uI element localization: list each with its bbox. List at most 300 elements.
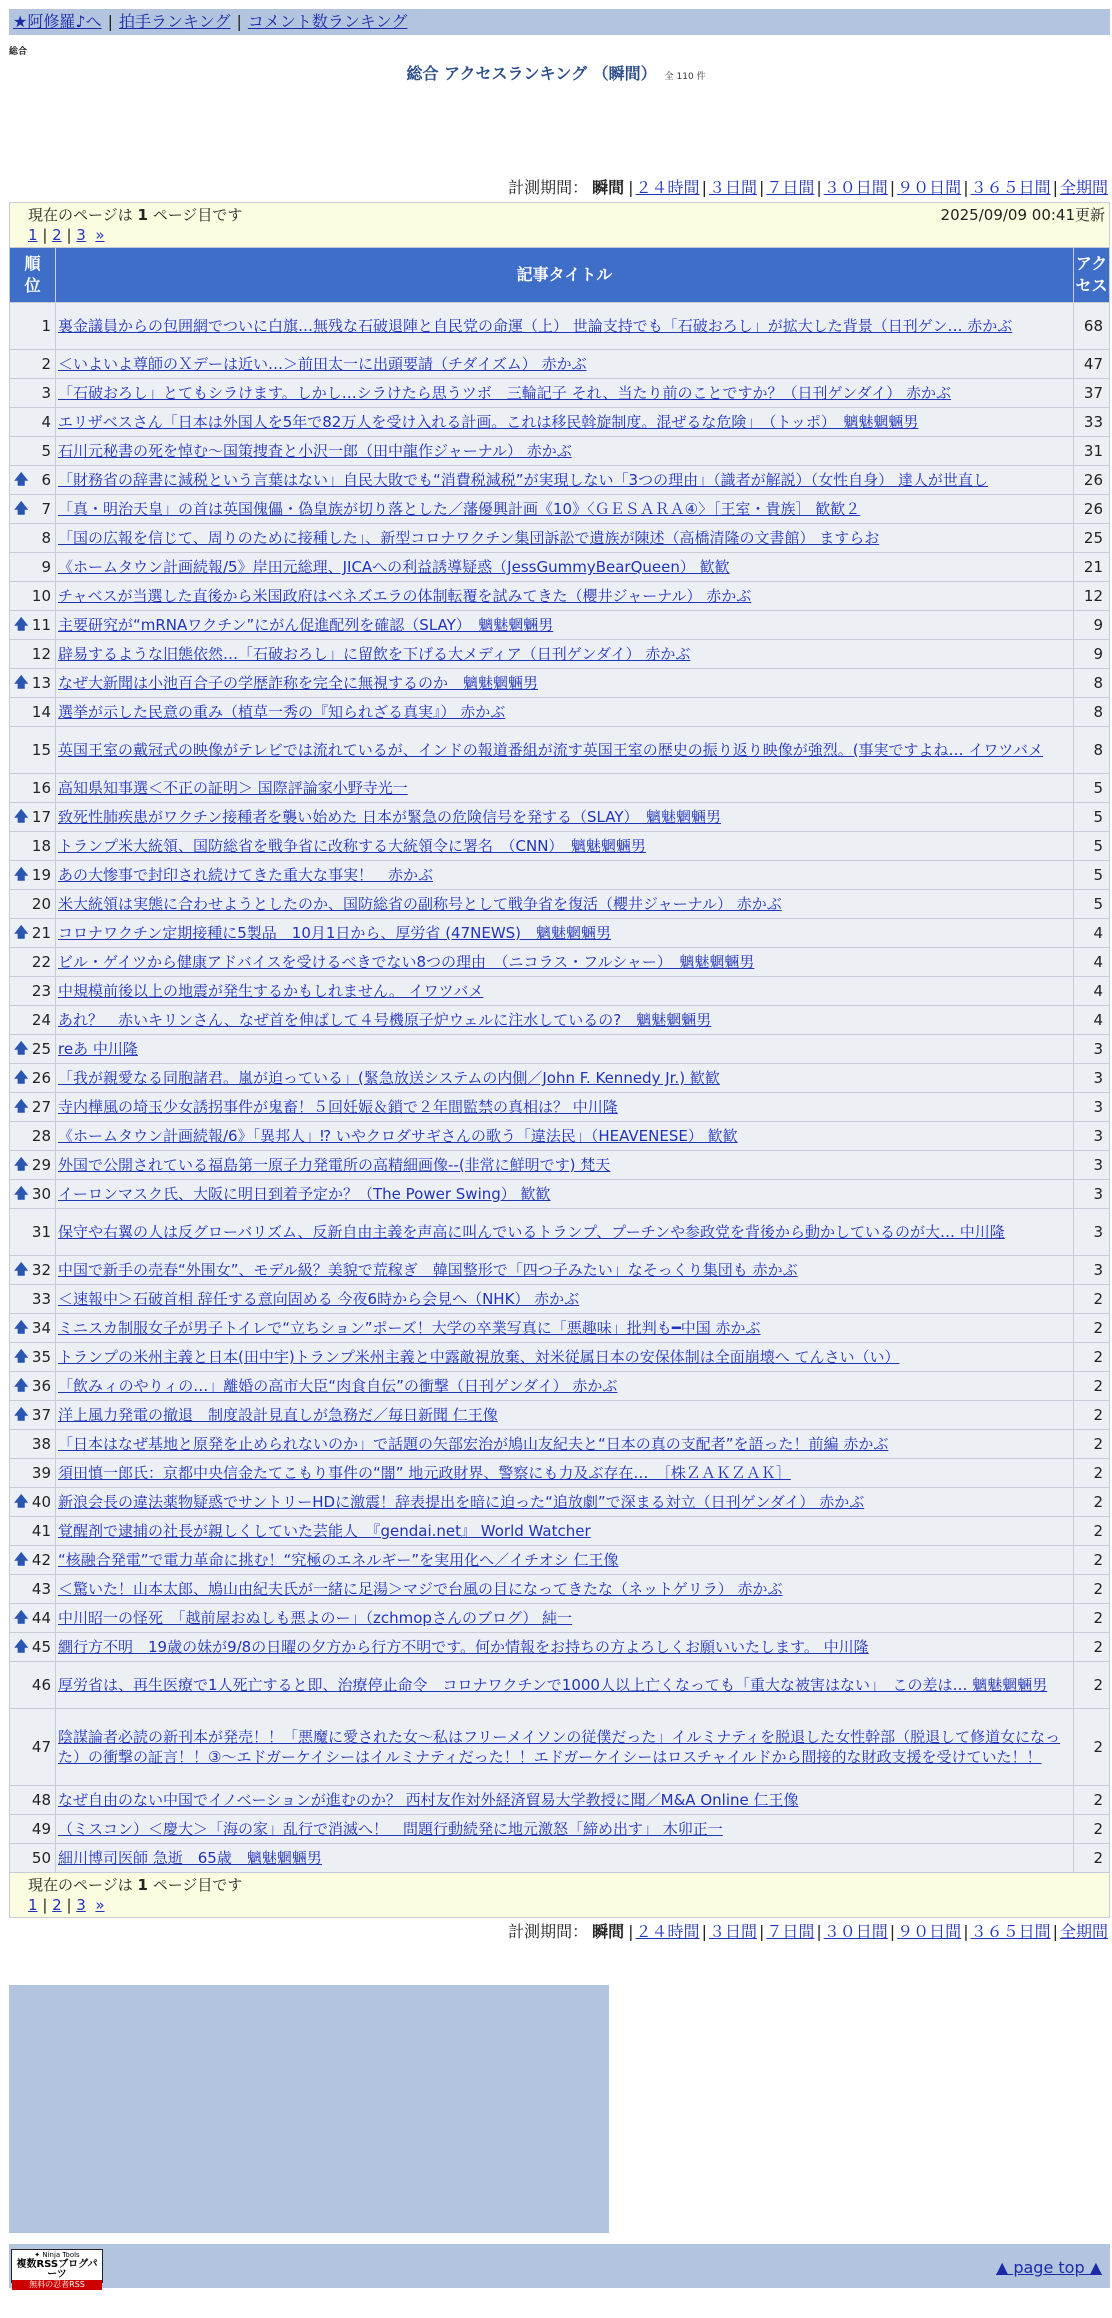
rank-cell: [10, 1209, 56, 1256]
access-count: 26: [1073, 466, 1109, 495]
table-row: [10, 1064, 1110, 1093]
period-link-24h[interactable]: ２４時間: [635, 178, 700, 197]
rank-number: 18: [31, 837, 51, 855]
page-info-text: 現在のページは 1 ページ目です: [28, 206, 243, 224]
rank-up-arrow-icon: 🡅: [14, 1157, 29, 1173]
pager-page-1[interactable]: 1: [28, 1896, 38, 1914]
rank-up-arrow-icon: 🡅: [14, 1349, 29, 1365]
rank-cell: [10, 1517, 56, 1546]
table-row: [10, 1662, 1110, 1709]
title-cell: [56, 553, 1074, 582]
article-link[interactable]: ＜驚いた！山本太郎、鳩山由紀夫氏が一緒に足湯＞マジで台風の目になってきたな（ネットゲリラ） 赤かぶ: [58, 1580, 783, 1598]
access-count: 4: [1073, 919, 1109, 948]
article-link[interactable]: トランプ米大統領、国防総省を戦争省に改称する大統領令に署名 （CNN） 魑魅魍魎男: [58, 837, 646, 855]
article-link[interactable]: 中川昭一の怪死 「越前屋おぬしも悪よのー」（zchmopさんのブログ） 純一: [58, 1609, 573, 1627]
table-row: [10, 1709, 1110, 1786]
title-cell: [56, 948, 1074, 977]
rank-number: 42: [31, 1551, 51, 1569]
title-cell: [56, 803, 1074, 832]
rank-cell: [10, 553, 56, 582]
rank-cell: [10, 524, 56, 553]
article-link[interactable]: 高知県知事選＜不正の証明＞ 国際評論家小野寺光一: [58, 779, 408, 797]
rank-cell: [10, 1064, 56, 1093]
article-link[interactable]: 中国で新手の売春“外围女”、モデル級？美貌で荒稼ぎ 韓国整形で「四つ子みたい」なそっくり集団も 赤かぶ: [58, 1261, 798, 1279]
rank-number: 41: [31, 1522, 51, 1540]
access-count: 4: [1073, 948, 1109, 977]
table-row: [10, 774, 1110, 803]
table-row: [10, 1343, 1110, 1372]
rank-number: 9: [41, 558, 51, 576]
access-count: 2: [1073, 1844, 1109, 1873]
rank-number: 43: [31, 1580, 51, 1598]
rank-number: 1: [41, 317, 51, 335]
article-link[interactable]: 外国で公開されている福島第一原子力発電所の高精細画像--(非常に鮮明です) 梵天: [58, 1156, 611, 1174]
table-row: [10, 1546, 1110, 1575]
rank-cell: [10, 1093, 56, 1122]
rank-cell: [10, 640, 56, 669]
table-row: [10, 466, 1110, 495]
rank-number: 8: [41, 529, 51, 547]
table-row: [10, 1459, 1110, 1488]
rank-number: 19: [31, 866, 51, 884]
article-link[interactable]: ビル・ゲイツから健康アドバイスを受けるべきでない8つの理由 （ニコラス・フルシャー） 魑魅魍魎男: [58, 953, 755, 971]
title-cell: [56, 1256, 1074, 1285]
rank-cell: [10, 919, 56, 948]
rank-number: 15: [31, 741, 51, 759]
rank-number: 33: [31, 1290, 51, 1308]
pager-page-2[interactable]: 2: [52, 1896, 62, 1914]
rank-cell: [10, 1180, 56, 1209]
access-count: 31: [1073, 437, 1109, 466]
access-count: 3: [1073, 1151, 1109, 1180]
rank-number: 21: [31, 924, 51, 942]
access-count: 3: [1073, 1122, 1109, 1151]
article-link[interactable]: 須田慎一郎氏：京都中央信金たてこもり事件の“闇” 地元政財界、警察にも力及ぶ存在… ［株ＺＡＫＺＡＫ］: [58, 1464, 791, 1482]
rank-number: 10: [31, 587, 51, 605]
article-link[interactable]: チャベスが当選した直後から米国政府はベネズエラの体制転覆を試みてきた（櫻井ジャーナル） 赤かぶ: [58, 587, 752, 605]
access-count: 8: [1073, 698, 1109, 727]
pager-next[interactable]: »: [95, 1896, 105, 1914]
access-count: 2: [1073, 1786, 1109, 1815]
table-row: [10, 1488, 1110, 1517]
rank-cell: [10, 1430, 56, 1459]
title-cell: [56, 774, 1074, 803]
period-label: 計測期間：: [508, 1922, 589, 1941]
footer: [9, 2244, 1110, 2288]
title-cell: [56, 1662, 1074, 1709]
article-link[interactable]: 中規模前後以上の地震が発生するかもしれません。 イワツバメ: [58, 982, 484, 1000]
access-count: 2: [1073, 1285, 1109, 1314]
rank-cell: [10, 1256, 56, 1285]
period-link-3d[interactable]: ３日間: [708, 1922, 757, 1941]
access-count: 3: [1073, 1180, 1109, 1209]
rank-cell: [10, 948, 56, 977]
table-row: [10, 611, 1110, 640]
rank-up-arrow-icon: 🡅: [14, 1610, 29, 1626]
period-label: 計測期間：: [508, 178, 589, 197]
rank-up-arrow-icon: 🡅: [14, 1041, 29, 1057]
rank-cell: [10, 466, 56, 495]
period-link-30d[interactable]: ３０日間: [823, 178, 888, 197]
rank-cell: [10, 1151, 56, 1180]
title-cell: [56, 698, 1074, 727]
article-link[interactable]: 「財務省の辞書に減税という言葉はない」自民大敗でも“消費税減税”が実現しない「3つの理由」（識者が解説）（女性自身） 達人が世直し: [58, 471, 988, 489]
article-link[interactable]: イーロンマスク氏、大阪に明日到着予定か？（The Power Swing） 歓歓: [58, 1185, 551, 1203]
pager-page-2[interactable]: 2: [52, 226, 62, 244]
rank-up-arrow-icon: 🡅: [14, 1099, 29, 1115]
table-row: [10, 524, 1110, 553]
title-cell: [56, 1209, 1074, 1256]
rank-cell: [10, 1035, 56, 1064]
top-nav: [9, 9, 1110, 35]
access-count: 2: [1073, 1430, 1109, 1459]
table-row: [10, 919, 1110, 948]
title-cell: [56, 1488, 1074, 1517]
rank-up-arrow-icon: 🡅: [14, 1378, 29, 1394]
rank-number: 35: [31, 1348, 51, 1366]
rank-cell: [10, 1372, 56, 1401]
title-cell: [56, 1093, 1074, 1122]
col-count-header: アクセス: [1073, 248, 1109, 303]
rank-number: 6: [41, 471, 51, 489]
access-count: 5: [1073, 890, 1109, 919]
table-row: [10, 408, 1110, 437]
article-link[interactable]: 裏金議員からの包囲網でついに白旗…無残な石破退陣と自民党の命運（上） 世論支持でも「石破おろし」が拡大した背景（日刊ゲン… 赤かぶ: [58, 317, 1013, 335]
access-count: 2: [1073, 1488, 1109, 1517]
article-link[interactable]: 選挙が示した民意の重み（植草一秀の『知られざる真実』） 赤かぶ: [58, 703, 506, 721]
article-link[interactable]: 英国王室の戴冠式の映像がテレビでは流れているが、インドの報道番組が流す英国王室の歴史の振り返り映像が強烈。(事実ですよね… イワツバメ: [58, 741, 1044, 759]
pager-next[interactable]: »: [95, 226, 105, 244]
rank-cell: [10, 727, 56, 774]
rank-number: 20: [31, 895, 51, 913]
rank-number: 25: [31, 1040, 51, 1058]
rank-number: 4: [41, 413, 51, 431]
table-row: [10, 1815, 1110, 1844]
col-title-header: 記事タイトル: [56, 248, 1074, 303]
period-link-24h[interactable]: ２４時間: [635, 1922, 700, 1941]
table-row: [10, 890, 1110, 919]
title-cell: [56, 1430, 1074, 1459]
rank-number: 46: [31, 1676, 51, 1694]
article-link[interactable]: 新浪会長の違法薬物疑惑でサントリーHDに激震！辞表提出を暗に迫った“追放劇”で深まる対立（日刊ゲンダイ） 赤かぶ: [58, 1493, 865, 1511]
rank-cell: [10, 1122, 56, 1151]
access-count: 2: [1073, 1343, 1109, 1372]
access-count: 21: [1073, 553, 1109, 582]
rank-up-arrow-icon: 🡅: [14, 1262, 29, 1278]
access-count: 5: [1073, 832, 1109, 861]
table-row: [10, 1401, 1110, 1430]
pager-page-1[interactable]: 1: [28, 226, 38, 244]
rank-number: 11: [31, 616, 51, 634]
rank-up-arrow-icon: 🡅: [14, 675, 29, 691]
article-link[interactable]: 陰謀論者必読の新刊本が発売！！「悪魔に愛された女～私はフリーメイソンの従僕だった」イルミナティを脱退した女性幹部（脱退して修道女になった）の衝撃の証言！！③～エドガーケイシーはイルミナティだった！！エドガーケイシーはロスチャイルドから間接的な財政支援を受けていた！！: [58, 1728, 1061, 1766]
article-link[interactable]: ミニスカ制服女子が男子トイレで“立ちション”ポーズ！大学の卒業写真に「悪趣味」批判も━中国 赤かぶ: [58, 1319, 761, 1337]
title-cell: [56, 727, 1074, 774]
rank-number: 34: [31, 1319, 51, 1337]
title-cell: [56, 1459, 1074, 1488]
rank-number: 38: [31, 1435, 51, 1453]
rank-number: 49: [31, 1820, 51, 1838]
title-cell: [56, 1285, 1074, 1314]
updated-timestamp: 2025/09/09 00:41更新: [940, 206, 1105, 224]
rank-cell: [10, 861, 56, 890]
table-row: [10, 437, 1110, 466]
page-info-row-bottom: [10, 1873, 1110, 1918]
title-cell: [56, 611, 1074, 640]
pager-top: 1 | 2 | 3 »: [28, 226, 105, 244]
rank-cell: [10, 379, 56, 408]
title-cell: [56, 408, 1074, 437]
table-row: [10, 1604, 1110, 1633]
access-count: 8: [1073, 727, 1109, 774]
rank-cell: [10, 1633, 56, 1662]
rank-number: 48: [31, 1791, 51, 1809]
rank-number: 12: [31, 645, 51, 663]
ranking-table: [9, 202, 1110, 1918]
article-link[interactable]: 致死性肺疾患がワクチン接種者を襲い始めた 日本が緊急の危険信号を発する（SLAY） 魑魅魍魎男: [58, 808, 722, 826]
article-link[interactable]: 洋上風力発電の撤退 制度設計見直しが急務だ／毎日新聞 仁王像: [58, 1406, 498, 1424]
title-cell: [56, 1844, 1074, 1873]
access-count: 2: [1073, 1517, 1109, 1546]
rank-cell: [10, 803, 56, 832]
article-link[interactable]: 覚醒剤で逮捕の社長が親しくしていた芸能人 『gendai.net』 World Watcher: [58, 1522, 591, 1540]
table-row: [10, 727, 1110, 774]
rank-number: 3: [41, 384, 51, 402]
table-row: [10, 495, 1110, 524]
access-count: 2: [1073, 1401, 1109, 1430]
rank-up-arrow-icon: 🡅: [14, 1186, 29, 1202]
access-count: 2: [1073, 1546, 1109, 1575]
access-count: 47: [1073, 350, 1109, 379]
article-link[interactable]: ＜いよいよ尊師のＸデーは近い…＞前田太一に出頭要請（チダイズム） 赤かぶ: [58, 355, 587, 373]
title-cell: [56, 437, 1074, 466]
rank-number: 50: [31, 1849, 51, 1867]
total-count: 全 110 件: [664, 72, 706, 82]
table-row: [10, 698, 1110, 727]
period-link-all[interactable]: 全期間: [1059, 1922, 1108, 1941]
table-row: [10, 1633, 1110, 1662]
access-count: 25: [1073, 524, 1109, 553]
rank-cell: [10, 1662, 56, 1709]
table-row: [10, 303, 1110, 350]
table-row: [10, 1372, 1110, 1401]
title-cell: [56, 640, 1074, 669]
article-link[interactable]: 保守や右翼の人は反グローバリズム、反新自由主義を声高に叫んでいるトランプ、プーチンや参政党を背後から動かしているのが大… 中川隆: [58, 1223, 1005, 1241]
article-link[interactable]: reあ 中川隆: [58, 1040, 138, 1058]
article-link[interactable]: 米大統領は実態に合わせようとしたのか、国防総省の副称号として戦争省を復活（櫻井ジャーナル） 赤かぶ: [58, 895, 782, 913]
page-info-row: [10, 203, 1110, 248]
period-current: 瞬間: [592, 1922, 625, 1941]
page-info-text: 現在のページは 1 ページ目です: [28, 1876, 243, 1894]
article-link[interactable]: “核融合発電”で電力革命に挑む！“究極のエネルギー”を実用化へ／イチオシ 仁王像: [58, 1551, 619, 1569]
title-cell: [56, 582, 1074, 611]
title-cell: [56, 466, 1074, 495]
access-count: 5: [1073, 861, 1109, 890]
article-link[interactable]: トランプの米州主義と日本(田中宇)トランプ米州主義と中露敵視放棄、対米従属日本の安保体制は全面崩壊へ てんさい（い）: [58, 1348, 900, 1366]
period-link-365d[interactable]: ３６５日間: [970, 178, 1051, 197]
rank-cell: [10, 1488, 56, 1517]
table-row: [10, 582, 1110, 611]
article-link[interactable]: なぜ自由のない中国でイノベーションが進むのか？ 西村友作対外経済貿易大学教授に聞／M&A Online 仁王像: [58, 1791, 799, 1809]
access-count: 4: [1073, 977, 1109, 1006]
rank-up-arrow-icon: 🡅: [14, 501, 29, 517]
access-count: 2: [1073, 1662, 1109, 1709]
rank-cell: [10, 495, 56, 524]
nav-comment-ranking-link[interactable]: コメント数ランキング: [247, 12, 408, 31]
title-cell: [56, 1401, 1074, 1430]
access-count: 2: [1073, 1604, 1109, 1633]
title-cell: [56, 669, 1074, 698]
rank-up-arrow-icon: 🡅: [14, 617, 29, 633]
title-cell: [56, 1517, 1074, 1546]
article-link[interactable]: 「国の広報を信じて、周りのために接種した」、新型コロナワクチン集団訴訟で遺族が陳述（高橋清隆の文書館） ますらお: [58, 529, 880, 547]
rank-number: 23: [31, 982, 51, 1000]
rank-number: 31: [31, 1223, 51, 1241]
rank-cell: [10, 832, 56, 861]
table-row: [10, 1122, 1110, 1151]
pager-page-3[interactable]: 3: [76, 226, 86, 244]
pager-page-3[interactable]: 3: [76, 1896, 86, 1914]
article-link[interactable]: あれ？ 赤いキリンさん、なぜ首を伸ばして４号機原子炉ウェルに注水しているの? 魑魅魍魎男: [58, 1011, 712, 1029]
title-cell: [56, 1180, 1074, 1209]
rank-number: 2: [41, 355, 51, 373]
article-link[interactable]: 「我が親愛なる同胞諸君。嵐が迫っている」(緊急放送システムの内側／John F. Kennedy Jr.) 歓歓: [58, 1069, 720, 1087]
ad-area: [9, 1985, 609, 2233]
period-link-90d[interactable]: ９０日間: [897, 178, 962, 197]
period-link-all[interactable]: 全期間: [1059, 178, 1108, 197]
table-row: [10, 350, 1110, 379]
col-rank-header: 順位: [10, 248, 56, 303]
title-cell: [56, 303, 1074, 350]
rank-cell: [10, 582, 56, 611]
article-link[interactable]: 「飲みィのやりィの…」離婚の高市大臣“肉食自伝”の衝撃（日刊ゲンダイ） 赤かぶ: [58, 1377, 618, 1395]
article-link[interactable]: 寺内樺風の埼玉少女誘拐事件が鬼畜！５回妊娠＆鎖で２年間監禁の真相は？ 中川隆: [58, 1098, 618, 1116]
nav-clap-ranking-link[interactable]: 拍手ランキング: [118, 12, 231, 31]
rank-cell: [10, 1314, 56, 1343]
article-link[interactable]: コロナワクチン定期接種に5製品 10月1日から、厚労省 (47NEWS) 魑魅魍魎男: [58, 924, 612, 942]
article-link[interactable]: 主要研究が“mRNAワクチン”にがん促進配列を確認（SLAY） 魑魅魍魎男: [58, 616, 554, 634]
article-link[interactable]: ＜速報中＞石破首相 辞任する意向固める 今夜6時から会見へ（NHK） 赤かぶ: [58, 1290, 580, 1308]
nav-separator: |: [236, 12, 242, 31]
access-count: 12: [1073, 582, 1109, 611]
rank-cell: [10, 437, 56, 466]
article-link[interactable]: 細川博司医師 急逝 65歳 魑魅魍魎男: [58, 1849, 322, 1867]
article-link[interactable]: 石川元秘書の死を悼む～国策捜査と小沢一郎（田中龍作ジャーナル） 赤かぶ: [58, 442, 572, 460]
rank-up-arrow-icon: 🡅: [14, 1070, 29, 1086]
rank-number: 26: [31, 1069, 51, 1087]
period-bar-top: 計測期間： 瞬間 | ２４時間 | ３日間 | ７日間 | ３０日間 | ９０日間 | ３６５日間 | 全期間: [508, 178, 1108, 197]
rank-cell: [10, 1604, 56, 1633]
title-cell: [56, 495, 1074, 524]
title-cell: [56, 1815, 1074, 1844]
table-row: [10, 553, 1110, 582]
table-row: [10, 1256, 1110, 1285]
title-cell: [56, 1372, 1074, 1401]
access-count: 5: [1073, 803, 1109, 832]
article-link[interactable]: 「石破おろし」とてもシラけます。しかし…シラけたら思うツボ 三輪記子 それ、当たり前のことですか？（日刊ゲンダイ） 赤かぶ: [58, 384, 952, 402]
title-cell: [56, 1786, 1074, 1815]
table-row: [10, 1285, 1110, 1314]
rank-number: 37: [31, 1406, 51, 1424]
period-link-7d[interactable]: ７日間: [766, 1922, 815, 1941]
article-link[interactable]: エリザベスさん「日本は外国人を5年で82万人を受け入れる計画。これは移民斡旋制度。混ぜるな危険」 （トッポ） 魑魅魍魎男: [58, 413, 919, 431]
table-row: [10, 948, 1110, 977]
rank-number: 45: [31, 1638, 51, 1656]
article-link[interactable]: 厚労省は、再生医療で1人死亡すると即、治療停止命令 コロナワクチンで1000人以上亡くなっても「重大な被害はない」 この差は… 魑魅魍魎男: [58, 1676, 1048, 1694]
title-cell: [56, 1151, 1074, 1180]
table-row: [10, 1151, 1110, 1180]
access-count: 26: [1073, 495, 1109, 524]
article-link[interactable]: 《ホームタウン計画続報/6》「異邦人」⁉ いやクロダサギさんの歌う「違法民」（HEAVENESE） 歓歓: [58, 1127, 738, 1145]
page-top-link[interactable]: ▲ page top ▲: [995, 2258, 1102, 2277]
rank-up-arrow-icon: 🡅: [14, 472, 29, 488]
rank-cell: [10, 1401, 56, 1430]
period-link-365d[interactable]: ３６５日間: [970, 1922, 1051, 1941]
article-link[interactable]: なぜ大新聞は小池百合子の学歴詐称を完全に無視するのか 魑魅魍魎男: [58, 674, 539, 692]
rank-number: 47: [31, 1738, 51, 1756]
period-link-7d[interactable]: ７日間: [766, 178, 815, 197]
title-cell: [56, 350, 1074, 379]
access-count: 2: [1073, 1372, 1109, 1401]
article-link[interactable]: （ミスコン）＜慶大＞「海の家」乱行で消滅へ！ 問題行動続発に地元激怒「締め出す」 木卯正一: [58, 1820, 723, 1838]
table-row: [10, 1575, 1110, 1604]
period-link-90d[interactable]: ９０日間: [897, 1922, 962, 1941]
access-count: 2: [1073, 1314, 1109, 1343]
period-link-30d[interactable]: ３０日間: [823, 1922, 888, 1941]
table-row: [10, 379, 1110, 408]
article-link[interactable]: あの大惨事で封印され続けてきた重大な事実！ 赤かぶ: [58, 866, 434, 884]
category-label: 総合: [9, 47, 28, 57]
rank-cell: [10, 1006, 56, 1035]
rank-up-arrow-icon: 🡅: [14, 925, 29, 941]
title-cell: [56, 524, 1074, 553]
ninja-rss-logo[interactable]: ✦ Ninja Tools 複数RSSブログパーツ 無料の忍者RSS: [11, 2249, 103, 2283]
rank-up-arrow-icon: 🡅: [14, 1407, 29, 1423]
access-count: 68: [1073, 303, 1109, 350]
rank-number: 16: [31, 779, 51, 797]
table-row: [10, 1314, 1110, 1343]
rank-number: 32: [31, 1261, 51, 1279]
title-cell: [56, 1575, 1074, 1604]
access-count: 2: [1073, 1709, 1109, 1786]
access-count: 3: [1073, 1209, 1109, 1256]
rank-up-arrow-icon: 🡅: [14, 1494, 29, 1510]
article-link[interactable]: 《ホームタウン計画続報/5》岸田元総理、JICAへの利益誘導疑惑（JessGummyBearQueen） 歓歓: [58, 558, 730, 576]
rank-number: 29: [31, 1156, 51, 1174]
rank-number: 44: [31, 1609, 51, 1627]
rank-cell: [10, 611, 56, 640]
table-row: [10, 832, 1110, 861]
access-count: 5: [1073, 774, 1109, 803]
access-count: 2: [1073, 1575, 1109, 1604]
article-link[interactable]: 繝行方不明 19歳の妹が9/8の日曜の夕方から行方不明です。何か情報をお持ちの方よろしくお願いいたします。 中川隆: [58, 1638, 869, 1656]
rank-up-arrow-icon: 🡅: [14, 1320, 29, 1336]
rank-number: 13: [31, 674, 51, 692]
period-link-3d[interactable]: ３日間: [708, 178, 757, 197]
rank-number: 17: [31, 808, 51, 826]
pager-bottom: 1 | 2 | 3 »: [28, 1896, 105, 1914]
nav-home-link[interactable]: ★阿修羅♪へ: [13, 12, 102, 31]
access-count: 33: [1073, 408, 1109, 437]
rank-number: 40: [31, 1493, 51, 1511]
article-link[interactable]: 「真・明治天皇」の首は英国傀儡・偽皇族が切り落とした／藩優興計画《10》〈ＧＥＳＡＲＡ④〉［王室・貴族］ 歓歓２: [58, 500, 861, 518]
rank-number: 39: [31, 1464, 51, 1482]
table-row: [10, 1844, 1110, 1873]
title-cell: [56, 919, 1074, 948]
access-count: 4: [1073, 1006, 1109, 1035]
article-link[interactable]: 「日本はなぜ基地と原発を止められないのか」で話題の矢部宏治が鳩山友紀夫と“日本の真の支配者”を語った！前編 赤かぶ: [58, 1435, 889, 1453]
article-link[interactable]: 辟易するような旧態依然…「石破おろし」に留飲を下げる大メディア（日刊ゲンダイ） 赤かぶ: [58, 645, 691, 663]
